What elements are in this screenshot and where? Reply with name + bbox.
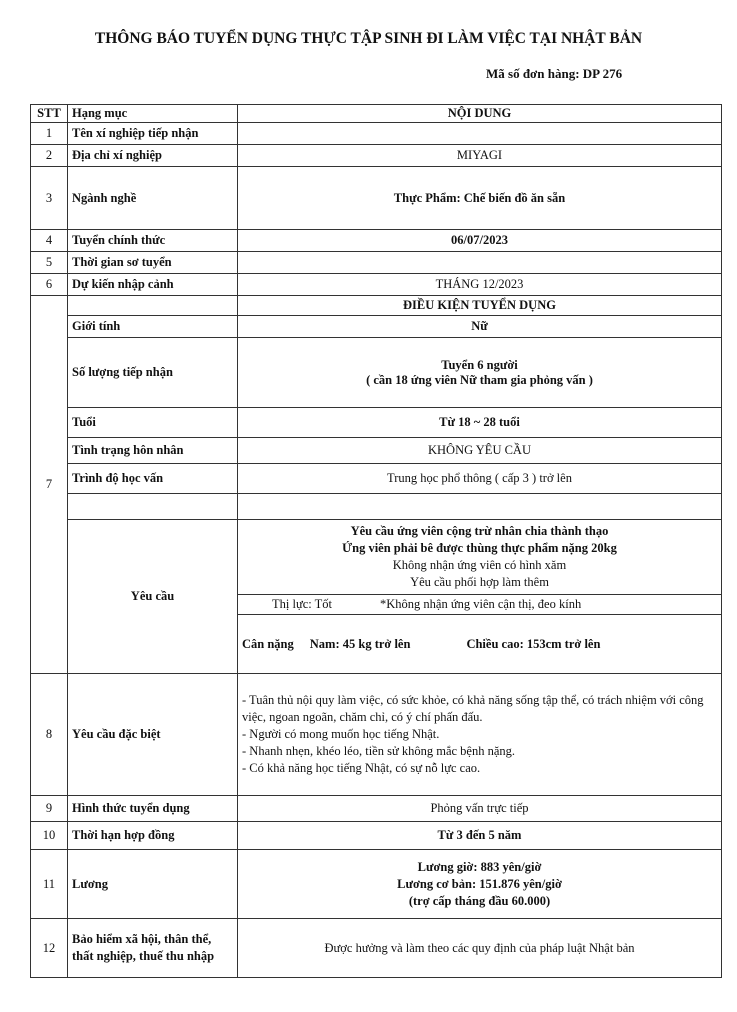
table-row — [31, 123, 722, 145]
requirement-line: Không nhận ứng viên có hình xăm — [392, 558, 567, 572]
header-stt: STT — [31, 105, 68, 123]
row-stt: 2 — [31, 145, 68, 167]
row-stt: 5 — [31, 252, 68, 274]
quantity-row — [31, 338, 722, 408]
row-value: MIYAGI — [238, 145, 722, 167]
gender-value: Nữ — [238, 316, 722, 338]
salary-hourly: Lương giờ: 883 yên/giờ — [417, 859, 542, 874]
special-row — [31, 674, 722, 796]
row-label: Thời gian sơ tuyển — [68, 252, 238, 274]
row-stt: 8 — [31, 674, 68, 796]
quantity-value: Tuyển 6 người — [441, 357, 518, 372]
gender-label: Giới tính — [68, 316, 238, 338]
row-label: Tuyển chính thức — [68, 230, 238, 252]
insurance-value: Được hưởng và làm theo các quy định của pháp luật Nhật bản — [238, 919, 722, 978]
quantity-cell — [238, 338, 722, 408]
table-row — [31, 274, 722, 296]
table-header — [31, 105, 722, 123]
quantity-note: ( cần 18 ứng viên Nữ tham gia phỏng vấn ) — [366, 372, 593, 387]
table-row — [31, 230, 722, 252]
requirement-line: Yêu cầu ứng viên cộng trừ nhân chia thành thạo — [350, 524, 609, 538]
age-row — [31, 408, 722, 438]
salary-allowance: (trợ cấp tháng đầu 60.000) — [408, 893, 551, 908]
vision-value: Thị lực: Tốt — [272, 597, 333, 611]
contract-row — [31, 822, 722, 850]
special-cell — [238, 674, 722, 796]
salary-base: Lương cơ bản: 151.876 yên/giờ — [397, 876, 562, 891]
special-label: Yêu cầu đặc biệt — [68, 674, 238, 796]
row-label: Địa chỉ xí nghiệp — [68, 145, 238, 167]
row-stt: 7 — [31, 296, 68, 674]
quantity-label: Số lượng tiếp nhận — [68, 338, 238, 408]
requirements-cell — [238, 520, 722, 595]
weight-label: Cân nặng — [242, 636, 294, 651]
row-stt: 11 — [31, 850, 68, 919]
row-stt: 1 — [31, 123, 68, 145]
empty-cell — [68, 296, 238, 316]
weight-value: Nam: 45 kg trở lên — [309, 636, 411, 651]
row-label: Ngành nghề — [68, 167, 238, 230]
empty-cell — [238, 494, 722, 520]
page-title: THÔNG BÁO TUYỂN DỤNG THỰC TẬP SINH ĐI LÀM VIỆC TẠI NHẬT BẢN — [94, 30, 643, 47]
age-label: Tuổi — [68, 408, 238, 438]
contract-label: Thời hạn hợp đồng — [68, 822, 238, 850]
form-value: Phỏng vấn trực tiếp — [238, 796, 722, 822]
form-row — [31, 796, 722, 822]
contract-value: Từ 3 đến 5 năm — [238, 822, 722, 850]
vision-note: *Không nhận ứng viên cận thị, đeo kính — [380, 597, 582, 611]
row-value — [238, 252, 722, 274]
header-item: Hạng mục — [68, 105, 238, 123]
row-stt: 10 — [31, 822, 68, 850]
special-line: - Người có mong muốn học tiếng Nhật. — [242, 727, 440, 741]
body-size-cell — [238, 615, 722, 674]
recruitment-table — [30, 104, 722, 978]
education-value: Trung học phổ thông ( cấp 3 ) trở lên — [238, 464, 722, 494]
vision-cell — [238, 595, 722, 615]
gender-row — [31, 316, 722, 338]
salary-row — [31, 850, 722, 919]
insurance-label: Bảo hiểm xã hội, thân thể, thất nghiệp, thuế thu nhập — [68, 919, 238, 978]
order-code: Mã số đơn hàng: DP 276 — [486, 66, 623, 81]
age-value: Từ 18 ~ 28 tuổi — [238, 408, 722, 438]
salary-cell — [238, 850, 722, 919]
blank-row — [31, 494, 722, 520]
education-row — [31, 464, 722, 494]
form-label: Hình thức tuyển dụng — [68, 796, 238, 822]
row-value: Thực Phẩm: Chế biến đồ ăn sẵn — [238, 167, 722, 230]
empty-cell — [68, 494, 238, 520]
row-value — [238, 123, 722, 145]
requirements-row — [31, 520, 722, 595]
row-stt: 9 — [31, 796, 68, 822]
special-line: - Tuân thủ nội quy làm việc, có sức khỏe, có khả năng sống tập thể, có trách nhiệm với công việc, ngoan ngoãn, chăm chỉ, có ý chí phấn đấu. — [242, 693, 704, 724]
marital-row — [31, 438, 722, 464]
salary-label: Lương — [68, 850, 238, 919]
row-value: 06/07/2023 — [238, 230, 722, 252]
marital-value: KHÔNG YÊU CẦU — [238, 438, 722, 464]
special-line: - Nhanh nhẹn, khéo léo, tiền sử không mắc bệnh nặng. — [242, 744, 516, 758]
conditions-heading: ĐIỀU KIỆN TUYỂN DỤNG — [238, 296, 722, 316]
table-row — [31, 167, 722, 230]
row-stt: 4 — [31, 230, 68, 252]
requirement-line: Yêu cầu phối hợp làm thêm — [410, 575, 549, 589]
requirement-line: Ứng viên phải bê được thùng thực phẩm nặng 20kg — [342, 541, 617, 555]
height-value: Chiều cao: 153cm trở lên — [466, 636, 601, 651]
row-stt: 6 — [31, 274, 68, 296]
row-stt: 3 — [31, 167, 68, 230]
row-stt: 12 — [31, 919, 68, 978]
table-row — [31, 145, 722, 167]
table-row — [31, 252, 722, 274]
conditions-heading-row — [31, 296, 722, 316]
header-content: NỘI DUNG — [238, 105, 722, 123]
special-line: - Có khả năng học tiếng Nhật, có sự nỗ lực cao. — [242, 761, 481, 775]
row-label: Dự kiến nhập cảnh — [68, 274, 238, 296]
row-value: THÁNG 12/2023 — [238, 274, 722, 296]
insurance-row — [31, 919, 722, 978]
row-label: Tên xí nghiệp tiếp nhận — [68, 123, 238, 145]
marital-label: Tình trạng hôn nhân — [68, 438, 238, 464]
requirements-label: Yêu cầu — [68, 520, 238, 674]
education-label: Trình độ học vấn — [68, 464, 238, 494]
